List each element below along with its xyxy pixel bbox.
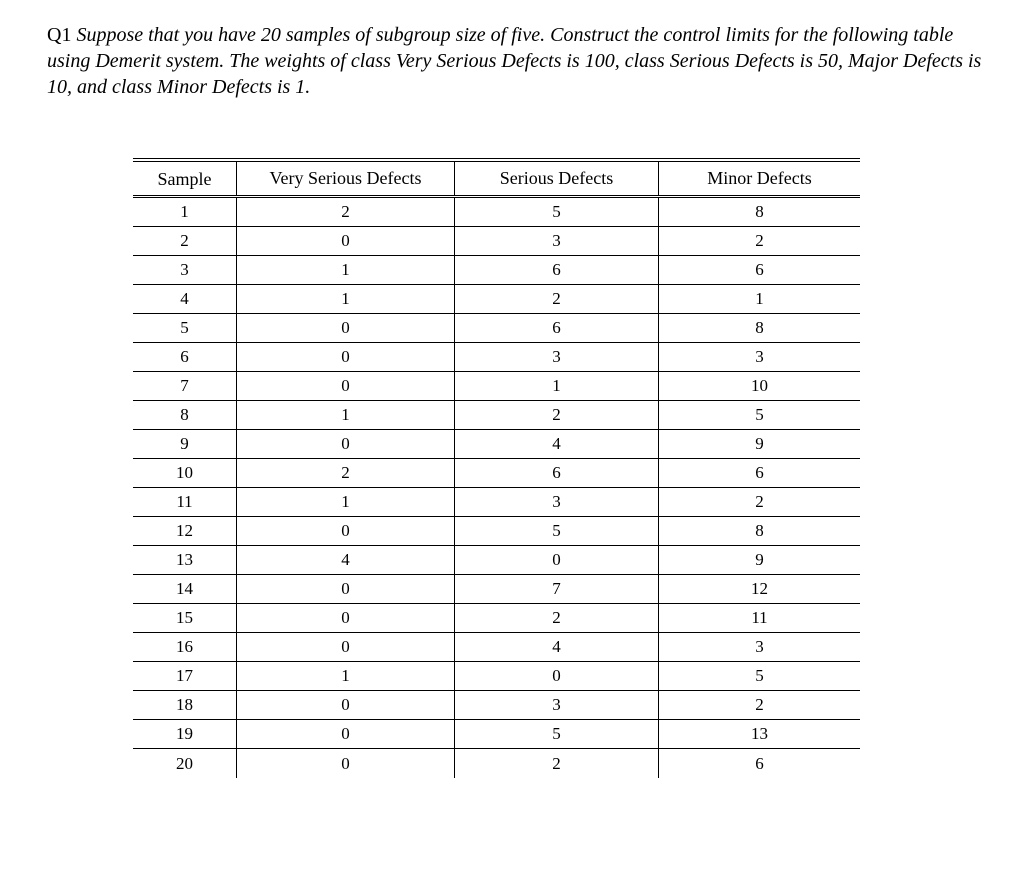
sample-cell: 12 <box>133 517 237 545</box>
sample-cell: 14 <box>133 575 237 603</box>
sample-cell: 17 <box>133 662 237 690</box>
serious-defects-cell: 2 <box>455 749 659 778</box>
minor-defects-cell: 9 <box>755 550 764 569</box>
question-number: Q1 <box>47 24 72 46</box>
serious-defects-cell: 1 <box>455 372 659 400</box>
table-row <box>133 227 860 256</box>
very-serious-defects-cell: 0 <box>237 691 455 719</box>
sample-cell: 16 <box>133 633 237 661</box>
sample-cell: 10 <box>133 459 237 487</box>
table-body <box>133 198 860 778</box>
minor-defects-cell: 12 <box>751 579 768 598</box>
defects-table-container <box>133 158 860 778</box>
sample-cell: 11 <box>133 488 237 516</box>
minor-defects-cell: 6 <box>755 753 764 773</box>
minor-defects-cell: 5 <box>755 666 764 685</box>
serious-defects-cell: 2 <box>455 604 659 632</box>
minor-defects-cell: 2 <box>755 695 764 714</box>
header-serious-defects: Serious Defects <box>455 162 659 195</box>
minor-defects-cell: 11 <box>751 608 768 627</box>
sample-cell: 18 <box>133 691 237 719</box>
minor-defects-cell: 3 <box>755 637 764 656</box>
very-serious-defects-cell: 1 <box>237 256 455 284</box>
table-row <box>133 662 860 691</box>
very-serious-defects-cell: 2 <box>237 198 455 226</box>
minor-defects-cell: 2 <box>755 492 764 511</box>
serious-defects-cell: 6 <box>455 256 659 284</box>
table-row <box>133 430 860 459</box>
table-row <box>133 546 860 575</box>
table-row <box>133 285 860 314</box>
table-row <box>133 256 860 285</box>
very-serious-defects-cell: 0 <box>237 749 455 778</box>
serious-defects-cell: 3 <box>455 227 659 255</box>
very-serious-defects-cell: 0 <box>237 604 455 632</box>
serious-defects-cell: 0 <box>455 546 659 574</box>
table-row <box>133 488 860 517</box>
serious-defects-cell: 3 <box>455 488 659 516</box>
serious-defects-cell: 0 <box>455 662 659 690</box>
serious-defects-cell: 5 <box>455 720 659 748</box>
serious-defects-cell: 4 <box>455 633 659 661</box>
serious-defects-cell: 7 <box>455 575 659 603</box>
minor-defects-cell: 2 <box>755 231 764 250</box>
sample-cell: 13 <box>133 546 237 574</box>
very-serious-defects-cell: 0 <box>237 575 455 603</box>
very-serious-defects-cell: 1 <box>237 662 455 690</box>
table-row <box>133 459 860 488</box>
minor-defects-cell: 6 <box>755 260 764 279</box>
sample-cell: 1 <box>133 198 237 226</box>
header-sample: Sample <box>133 162 237 195</box>
minor-defects-cell: 8 <box>755 521 764 540</box>
very-serious-defects-cell: 1 <box>237 285 455 313</box>
table-row <box>133 633 860 662</box>
minor-defects-cell: 5 <box>755 405 764 424</box>
table-row <box>133 517 860 546</box>
table-row <box>133 372 860 401</box>
very-serious-defects-cell: 0 <box>237 343 455 371</box>
serious-defects-cell: 2 <box>455 285 659 313</box>
table-row <box>133 749 860 778</box>
sample-cell: 20 <box>133 749 237 778</box>
table-row <box>133 401 860 430</box>
question-paragraph <box>47 22 997 100</box>
very-serious-defects-cell: 0 <box>237 633 455 661</box>
serious-defects-cell: 3 <box>455 343 659 371</box>
serious-defects-cell: 6 <box>455 459 659 487</box>
defects-table <box>133 158 860 778</box>
serious-defects-cell: 5 <box>455 517 659 545</box>
minor-defects-cell: 3 <box>755 347 764 366</box>
serious-defects-cell: 4 <box>455 430 659 458</box>
sample-cell: 7 <box>133 372 237 400</box>
sample-cell: 2 <box>133 227 237 255</box>
very-serious-defects-cell: 1 <box>237 488 455 516</box>
table-row <box>133 314 860 343</box>
sample-cell: 5 <box>133 314 237 342</box>
very-serious-defects-cell: 0 <box>237 227 455 255</box>
question-text: Suppose that you have 20 samples of subgroup size of five. Construct the control limits for the following table using Demerit system. The weights of class Very Serious Defects is 100, class Serious Defects is 50, Major Defects is 10, and class Minor Defects is 1. <box>47 24 982 98</box>
sample-cell: 9 <box>133 430 237 458</box>
minor-defects-cell: 10 <box>751 376 768 395</box>
sample-cell: 19 <box>133 720 237 748</box>
very-serious-defects-cell: 0 <box>237 314 455 342</box>
very-serious-defects-cell: 0 <box>237 372 455 400</box>
very-serious-defects-cell: 0 <box>237 517 455 545</box>
minor-defects-cell: 1 <box>755 289 764 308</box>
very-serious-defects-cell: 4 <box>237 546 455 574</box>
sample-cell: 4 <box>133 285 237 313</box>
table-row <box>133 575 860 604</box>
table-row <box>133 343 860 372</box>
table-row <box>133 198 860 227</box>
header-very-serious-defects: Very Serious Defects <box>237 162 455 195</box>
header-minor-defects: Minor Defects <box>707 168 812 188</box>
table-row <box>133 720 860 749</box>
table-row <box>133 604 860 633</box>
table-header-row <box>133 162 860 198</box>
very-serious-defects-cell: 0 <box>237 430 455 458</box>
very-serious-defects-cell: 0 <box>237 720 455 748</box>
sample-cell: 8 <box>133 401 237 429</box>
serious-defects-cell: 5 <box>455 198 659 226</box>
minor-defects-cell: 13 <box>751 724 768 743</box>
serious-defects-cell: 6 <box>455 314 659 342</box>
minor-defects-cell: 6 <box>755 463 764 482</box>
minor-defects-cell: 9 <box>755 434 764 453</box>
sample-cell: 6 <box>133 343 237 371</box>
sample-cell: 15 <box>133 604 237 632</box>
serious-defects-cell: 3 <box>455 691 659 719</box>
minor-defects-cell: 8 <box>755 318 764 337</box>
sample-cell: 3 <box>133 256 237 284</box>
table-row <box>133 691 860 720</box>
minor-defects-cell: 8 <box>755 202 764 221</box>
very-serious-defects-cell: 2 <box>237 459 455 487</box>
serious-defects-cell: 2 <box>455 401 659 429</box>
very-serious-defects-cell: 1 <box>237 401 455 429</box>
